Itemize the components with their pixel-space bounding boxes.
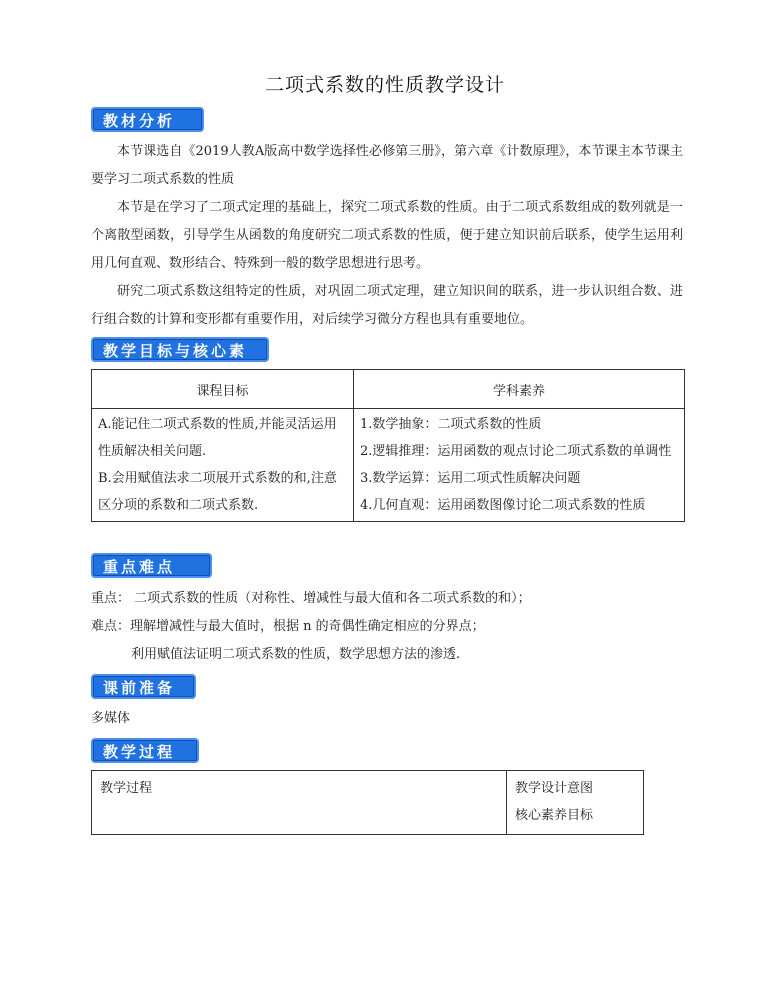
goals-header-course: 课程目标 <box>92 370 354 409</box>
course-goal-a: A.能记住二项式系数的性质,并能灵活运用性质解决相关问题. <box>98 417 337 459</box>
course-goal-b: B.会用赋值法求二项展开式系数的和,注意区分项的系数和二项式系数. <box>98 471 337 513</box>
process-intent-line: 教学设计意图 <box>515 781 594 796</box>
process-cell-intent <box>507 771 644 835</box>
literacy-item-4: 4.几何直观：运用函数图像讨论二项式系数的性质 <box>360 498 646 513</box>
process-table <box>91 770 644 835</box>
process-literacy-line: 核心素养目标 <box>515 808 594 823</box>
goals-table <box>91 369 685 522</box>
analysis-paragraph-3: 研究二项式系数这组特定的性质，对巩固二项式定理，建立知识间的联系，进一步认识组合数、进行组合数的计算和变形都有重要作用，对后续学习微分方程也具有重要地位。 <box>91 284 683 327</box>
goals-literacy-cell <box>354 409 685 522</box>
section-badge-process: 教学过程 <box>91 738 199 763</box>
document-title: 二项式系数的性质教学设计 <box>264 74 505 96</box>
process-cell-main: 教学过程 <box>92 771 507 835</box>
key-point-text: 重点： 二项式系数的性质（对称性、增减性与最大值和各二项式系数的和）； <box>91 591 531 606</box>
section-badge-goals: 教学目标与核心素养 <box>91 337 269 362</box>
literacy-item-1: 1.数学抽象：二项式系数的性质 <box>360 417 542 432</box>
section-badge-keypoints: 重点难点 <box>91 553 212 578</box>
analysis-paragraph-1: 本节课选自《2019人教A版高中数学选择性必修第三册》，第六章《计数原理》，本节课主本节课主要学习二项式系数的性质 <box>91 144 683 187</box>
prep-text: 多媒体 <box>91 711 131 726</box>
literacy-item-3: 3.数学运算：运用二项式性质解决问题 <box>360 471 581 486</box>
literacy-item-2: 2.逻辑推理：运用函数的观点讨论二项式系数的单调性 <box>360 444 672 459</box>
section-badge-prep: 课前准备 <box>91 674 196 699</box>
goals-header-literacy: 学科素养 <box>354 370 685 409</box>
difficulty-text-2: 利用赋值法证明二项式系数的性质，数学思想方法的渗透. <box>131 647 461 662</box>
section-badge-analysis: 教材分析 <box>91 107 204 132</box>
difficulty-text: 难点：理解增减性与最大值时，根据 n 的奇偶性确定相应的分界点； <box>91 619 485 634</box>
goals-course-cell <box>92 409 354 522</box>
analysis-paragraph-2: 本节是在学习了二项式定理的基础上，探究二项式系数的性质。由于二项式系数组成的数列就是一个离散型函数，引导学生从函数的角度研究二项式系数的性质，便于建立知识前后联系，使学生运用利用几何直观、数形结合、特殊到一般的数学思想进行思考。 <box>91 200 683 271</box>
